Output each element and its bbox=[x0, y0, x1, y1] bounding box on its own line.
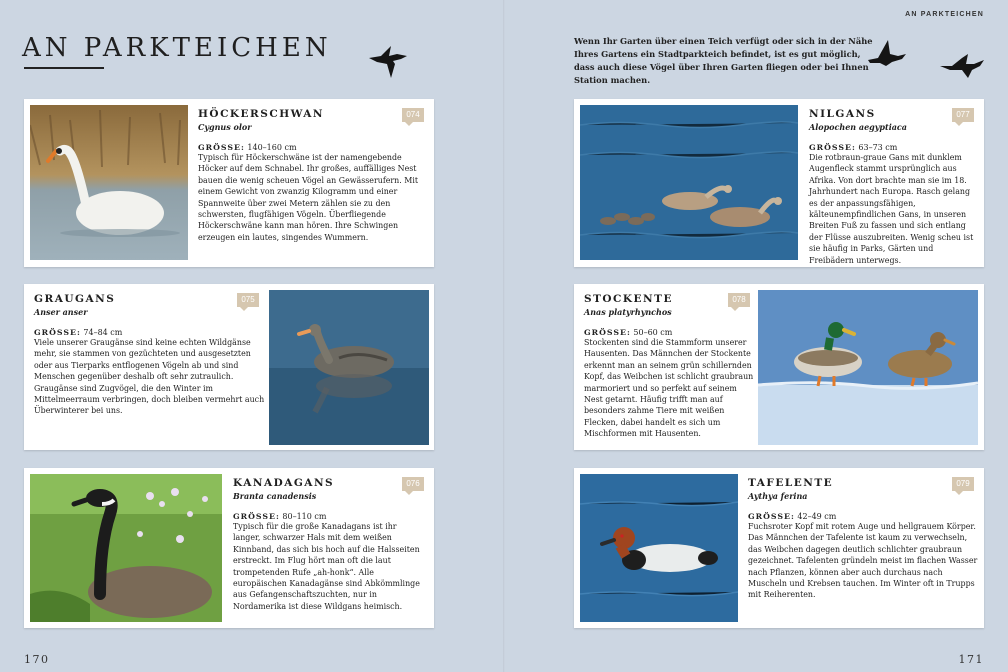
bird-description: Stockenten sind die Stammform unserer Hausenten. Das Männchen der Stockente erkennt man an seinem grün schillernden Kopf, das Weibchen ist schlicht graubraun marmoriert und so perfekt auf seinem Nest getarnt. Häufig trifft man auf besonders zahme Tiere mit weißen Flecken, dabei handelt es sich um Mischformen mit Hausenten. bbox=[584, 338, 754, 439]
photo-graugans bbox=[269, 290, 429, 445]
bird-name: TAFELENTE bbox=[748, 477, 834, 489]
bird-latin-name: Branta canadensis bbox=[233, 491, 317, 501]
size-value: 50–60 cm bbox=[633, 328, 673, 337]
bird-latin-name: Alopochen aegyptiaca bbox=[809, 122, 907, 132]
photo-stockente bbox=[758, 290, 978, 445]
page-number: 170 bbox=[24, 653, 50, 666]
photo-kanadagans bbox=[30, 474, 222, 622]
bird-size bbox=[748, 512, 978, 521]
photo-nilgans bbox=[580, 105, 798, 260]
size-value: 140–160 cm bbox=[247, 143, 297, 152]
bird-card-tafelente bbox=[574, 468, 984, 628]
size-label: GRÖSSE: bbox=[233, 512, 280, 521]
bird-name: GRAUGANS bbox=[34, 293, 116, 305]
title-underline bbox=[24, 67, 104, 69]
bird-number-badge: 076 bbox=[402, 477, 424, 491]
bird-description: Typisch für die große Kanadagans ist ihr langer, schwarzer Hals mit dem weißen Kinnband, das sich bis hoch auf die Halsseiten erstreckt. Im Flug hört man oft die laut trompetenden Rufe „ah-honk“. Alle europäischen Kanadagänse sind Abkömmlinge aus Gefangenschaftszuchten, nur in Nordamerika ist diese Wildgans heimisch. bbox=[233, 522, 420, 611]
bird-description: Viele unserer Graugänse sind keine echten Wildgänse mehr, sie stammen von gezüchteten und ausgesetzten oder aus Tierparks entflogenen Vögeln ab und sind Menschen gegenüber deshalb oft sehr zutraulich. Graugänse sind Zugvögel, die den Winter im Mittelmeerraum verbringen, doch bleiben vermehrt auch Überwinterer bei uns. bbox=[34, 338, 265, 416]
size-value: 63–73 cm bbox=[858, 143, 898, 152]
size-label: GRÖSSE: bbox=[748, 512, 795, 521]
bird-size bbox=[584, 328, 756, 337]
bird-size bbox=[809, 143, 977, 152]
bird-number-badge: 078 bbox=[728, 293, 750, 307]
page-number: 171 bbox=[958, 653, 984, 666]
photo-tafelente bbox=[580, 474, 738, 622]
bird-number-badge: 077 bbox=[952, 108, 974, 122]
flying-goose-silhouette-icon bbox=[367, 44, 409, 80]
photo-hoeckerschwan bbox=[30, 105, 188, 260]
bird-number-badge: 079 bbox=[952, 477, 974, 491]
bird-latin-name: Aythya ferina bbox=[748, 491, 808, 501]
flying-goose-silhouette-icon bbox=[938, 52, 988, 82]
bird-name: STOCKENTE bbox=[584, 293, 673, 305]
bird-size bbox=[233, 512, 425, 521]
right-page bbox=[504, 0, 1008, 672]
bird-latin-name: Cygnus olor bbox=[198, 122, 252, 132]
bird-card-stockente bbox=[574, 284, 984, 450]
bird-card-kanadagans bbox=[24, 468, 434, 628]
bird-name: HÖCKERSCHWAN bbox=[198, 108, 325, 120]
bird-card-nilgans bbox=[574, 99, 984, 267]
bird-latin-name: Anser anser bbox=[34, 307, 88, 317]
bird-description: Fuchsroter Kopf mit rotem Auge und hellgrauem Körper. Das Männchen der Tafelente ist kaum zu verwechseln, das Weibchen dagegen deutlich schlichter graubraun gezeichnet. Tafelenten gründeln meist im flachen Wasser nach Pflanzen, können aber auch durchaus nach Muscheln und Krebsen tauchen. Im Winter oft in Trupps mit Reiherenten. bbox=[748, 522, 978, 600]
bird-latin-name: Anas platyrhynchos bbox=[584, 307, 672, 317]
size-value: 74–84 cm bbox=[83, 328, 123, 337]
size-label: GRÖSSE: bbox=[584, 328, 631, 337]
flying-goose-silhouette-icon bbox=[866, 36, 908, 70]
page-title: AN PARKTEICHEN bbox=[22, 33, 332, 63]
size-label: GRÖSSE: bbox=[34, 328, 81, 337]
size-value: 42–49 cm bbox=[797, 512, 837, 521]
bird-number-badge: 074 bbox=[402, 108, 424, 122]
running-head: AN PARKTEICHEN bbox=[905, 11, 984, 18]
size-label: GRÖSSE: bbox=[809, 143, 856, 152]
bird-size bbox=[34, 328, 266, 337]
bird-description: Die rotbraun-graue Gans mit dunklem Augenfleck stammt ursprünglich aus Afrika. Von dort brachte man sie im 18. Jahrhundert nach Europa. Rasch gelang es der anpassungsfähigen, kälteunempfindlichen Gans, in unseren Breiten Fuß zu fassen und sich entlang der Flüsse auszubreiten. Wenig scheu ist sie häufig in Parks, Gärten und Freibädern unterwegs. bbox=[809, 153, 974, 265]
size-value: 80–110 cm bbox=[282, 512, 327, 521]
intro-text: Wenn Ihr Garten über einen Teich verfügt oder sich in der Nähe Ihres Gartens ein Stadtparkteich befindet, ist es gut möglich, dass auch diese Vögel über Ihren Garten fliegen oder bei Ihnen Station machen. bbox=[574, 36, 873, 85]
bird-card-graugans bbox=[24, 284, 434, 450]
bird-size bbox=[198, 143, 422, 152]
bird-number-badge: 075 bbox=[237, 293, 259, 307]
size-label: GRÖSSE: bbox=[198, 143, 245, 152]
bird-description: Typisch für Höckerschwäne ist der namengebende Höcker auf dem Schnabel. Ihr großes, auffälliges Nest bauen die wenig scheuen Vögel an Gewässerufern. Mit einem Gewicht von zwanzig Kilogramm und einer Spannweite über zwei Metern zählen sie zu den schwersten, flugfähigen Vögeln. Überfliegende Höckerschwäne kann man hören. Ihre Schwingen erzeugen ein lautes, singendes Wummern. bbox=[198, 153, 419, 242]
bird-name: NILGANS bbox=[809, 108, 876, 120]
bird-card-hoeckerschwan bbox=[24, 99, 434, 267]
bird-name: KANADAGANS bbox=[233, 477, 335, 489]
